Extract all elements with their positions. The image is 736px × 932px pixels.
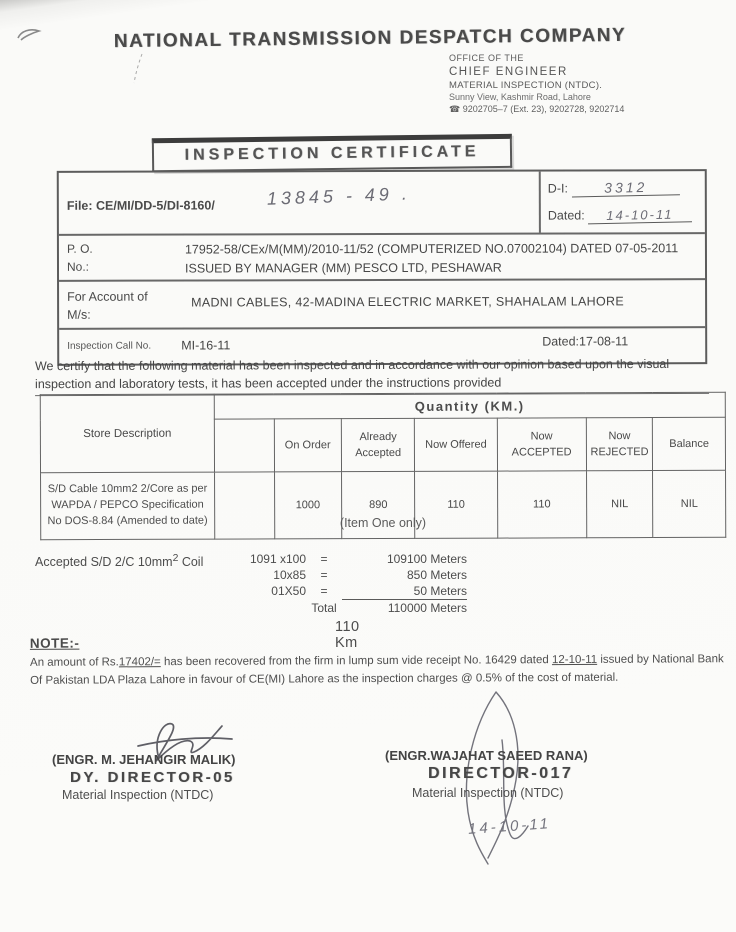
inspection-call-date: Dated:17-08-11 (542, 334, 629, 349)
file-number-handwritten: 13845 - 49 . (266, 183, 412, 209)
cell-already-accepted: 890 (342, 471, 416, 538)
cell-now-rejected: NIL (586, 471, 653, 538)
accepted-coil-label: Accepted S/D 2/C $10mm^2$ Coil (35, 553, 204, 570)
account-value: MADNI CABLES, 42-MADINA ELECTRIC MARKET, SHAHALAM LAHORE (191, 294, 624, 310)
signatory-name-left: (ENGR. M. JEHANGIR MALIK) (52, 752, 236, 767)
inspection-call-label: Inspection Call No. (67, 340, 152, 352)
certificate-title-box (152, 134, 512, 172)
stray-stroke-icon (130, 52, 148, 86)
company-name: NATIONAL TRANSMISSION DESPATCH COMPANY (113, 24, 627, 53)
po-number-value: 17952-58/CEx/M(MM)/2010-11/52 (COMPUTERIZED NO.07002104) DATED 07-05-2011 ISSUED BY MANAGER (MM) PESCO LTD, PESHAWAR (184, 241, 679, 276)
col-empty (214, 419, 274, 472)
po-number-row (59, 232, 705, 279)
calc-grid (230, 551, 475, 616)
table-group-header-row (40, 392, 725, 419)
note-text: An amount of Rs.17402/= has been recovered from the firm in lump sum vide receipt No. 16429 dated 12-10-11 issued by National Bank Of Pakistan LDA Plaza Lahore in favour of CE(MI) Lahore as the inspection charges @ 0.5% of the cost of material. (29, 653, 724, 688)
office-line: Sunny View, Kashmir Road, Lahore (449, 91, 591, 102)
cell-balance: NIL (653, 470, 726, 537)
di-value: 3312 (571, 178, 679, 197)
calc-row: 01X50 = 50 Meters (271, 584, 467, 598)
quantity-group-header: Quantity (KM.) (214, 392, 725, 419)
cell-empty (214, 472, 274, 539)
signatory-dept-left: Material Inspection (NTDC) (62, 788, 214, 802)
note-block (30, 632, 726, 690)
dated-value: 14-10-11 (588, 206, 692, 224)
inspection-call-value: MI-16-11 (181, 338, 231, 353)
calc-total-row: Total 110000 Meters (311, 601, 467, 615)
handwritten-date: 14-10-11 (467, 815, 552, 838)
certification-statement: We certify that the following material has been inspected and in accordance with our opinion based upon the visual inspection and laboratory tests, it has been accepted under the instructions provided (35, 356, 709, 396)
po-number-label: P. O. No.: (66, 241, 93, 274)
col-now-offered: Now Offered (415, 418, 497, 471)
col-balance: Balance (653, 417, 726, 470)
calc-row: 10x85 = 850 Meters (273, 568, 467, 582)
item-caption: (Item One only) (339, 516, 427, 530)
certificate-title: INSPECTION CERTIFICATE (184, 143, 480, 164)
cell-now-offered: 110 (415, 471, 497, 538)
dated-label: Dated: (547, 208, 585, 223)
recovered-amount: 17402/= (118, 656, 161, 669)
signatory-name-right: (ENGR.WAJAHAT SAEED RANA) (385, 748, 588, 763)
di-label: D-I: (547, 181, 568, 196)
office-address (449, 53, 624, 115)
signatory-title-right: DIRECTOR-017 (428, 765, 574, 782)
pen-mark-icon (12, 24, 52, 50)
calc-row: 1091 x100 = 109100 Meters (249, 552, 467, 566)
account-label: For Account of M/s: (67, 289, 148, 322)
di-dated-box (539, 171, 705, 232)
col-now-accepted: Now ACCEPTED (497, 418, 586, 471)
office-phone: ☎ 9202705–7 (Ext. 23), 9202728, 9202714 (449, 103, 625, 114)
file-number-row (59, 171, 705, 234)
store-description-value: S/D Cable 10mm2 2/Core as per WAPDA / PEPCO Specification No DOS-8.84 (Amended to date) (41, 472, 215, 540)
signatory-title-left: DY. DIRECTOR-05 (70, 769, 235, 786)
col-on-order: On Order (274, 419, 342, 472)
signatory-dept-right: Material Inspection (NTDC) (412, 786, 564, 800)
office-line: OFFICE OF THE (449, 53, 524, 63)
account-row (59, 278, 705, 328)
office-line: MATERIAL INSPECTION (NTDC). (449, 79, 603, 91)
file-number-label: File: CE/MI/DD-5/DI-8160/ (66, 198, 215, 213)
receipt-date: 12-10-11 (551, 653, 598, 667)
col-store-description: Store Description (40, 394, 214, 473)
cell-on-order: 1000 (274, 472, 342, 539)
col-already-accepted: Already Accepted (341, 418, 415, 471)
col-now-rejected: Now REJECTED (586, 418, 653, 471)
note-heading: NOTE:- (29, 635, 80, 651)
certificate-form (57, 169, 708, 365)
office-line: CHIEF ENGINEER (449, 65, 568, 78)
total-km: 110 Km (335, 619, 360, 651)
cell-now-accepted: 110 (497, 471, 586, 538)
